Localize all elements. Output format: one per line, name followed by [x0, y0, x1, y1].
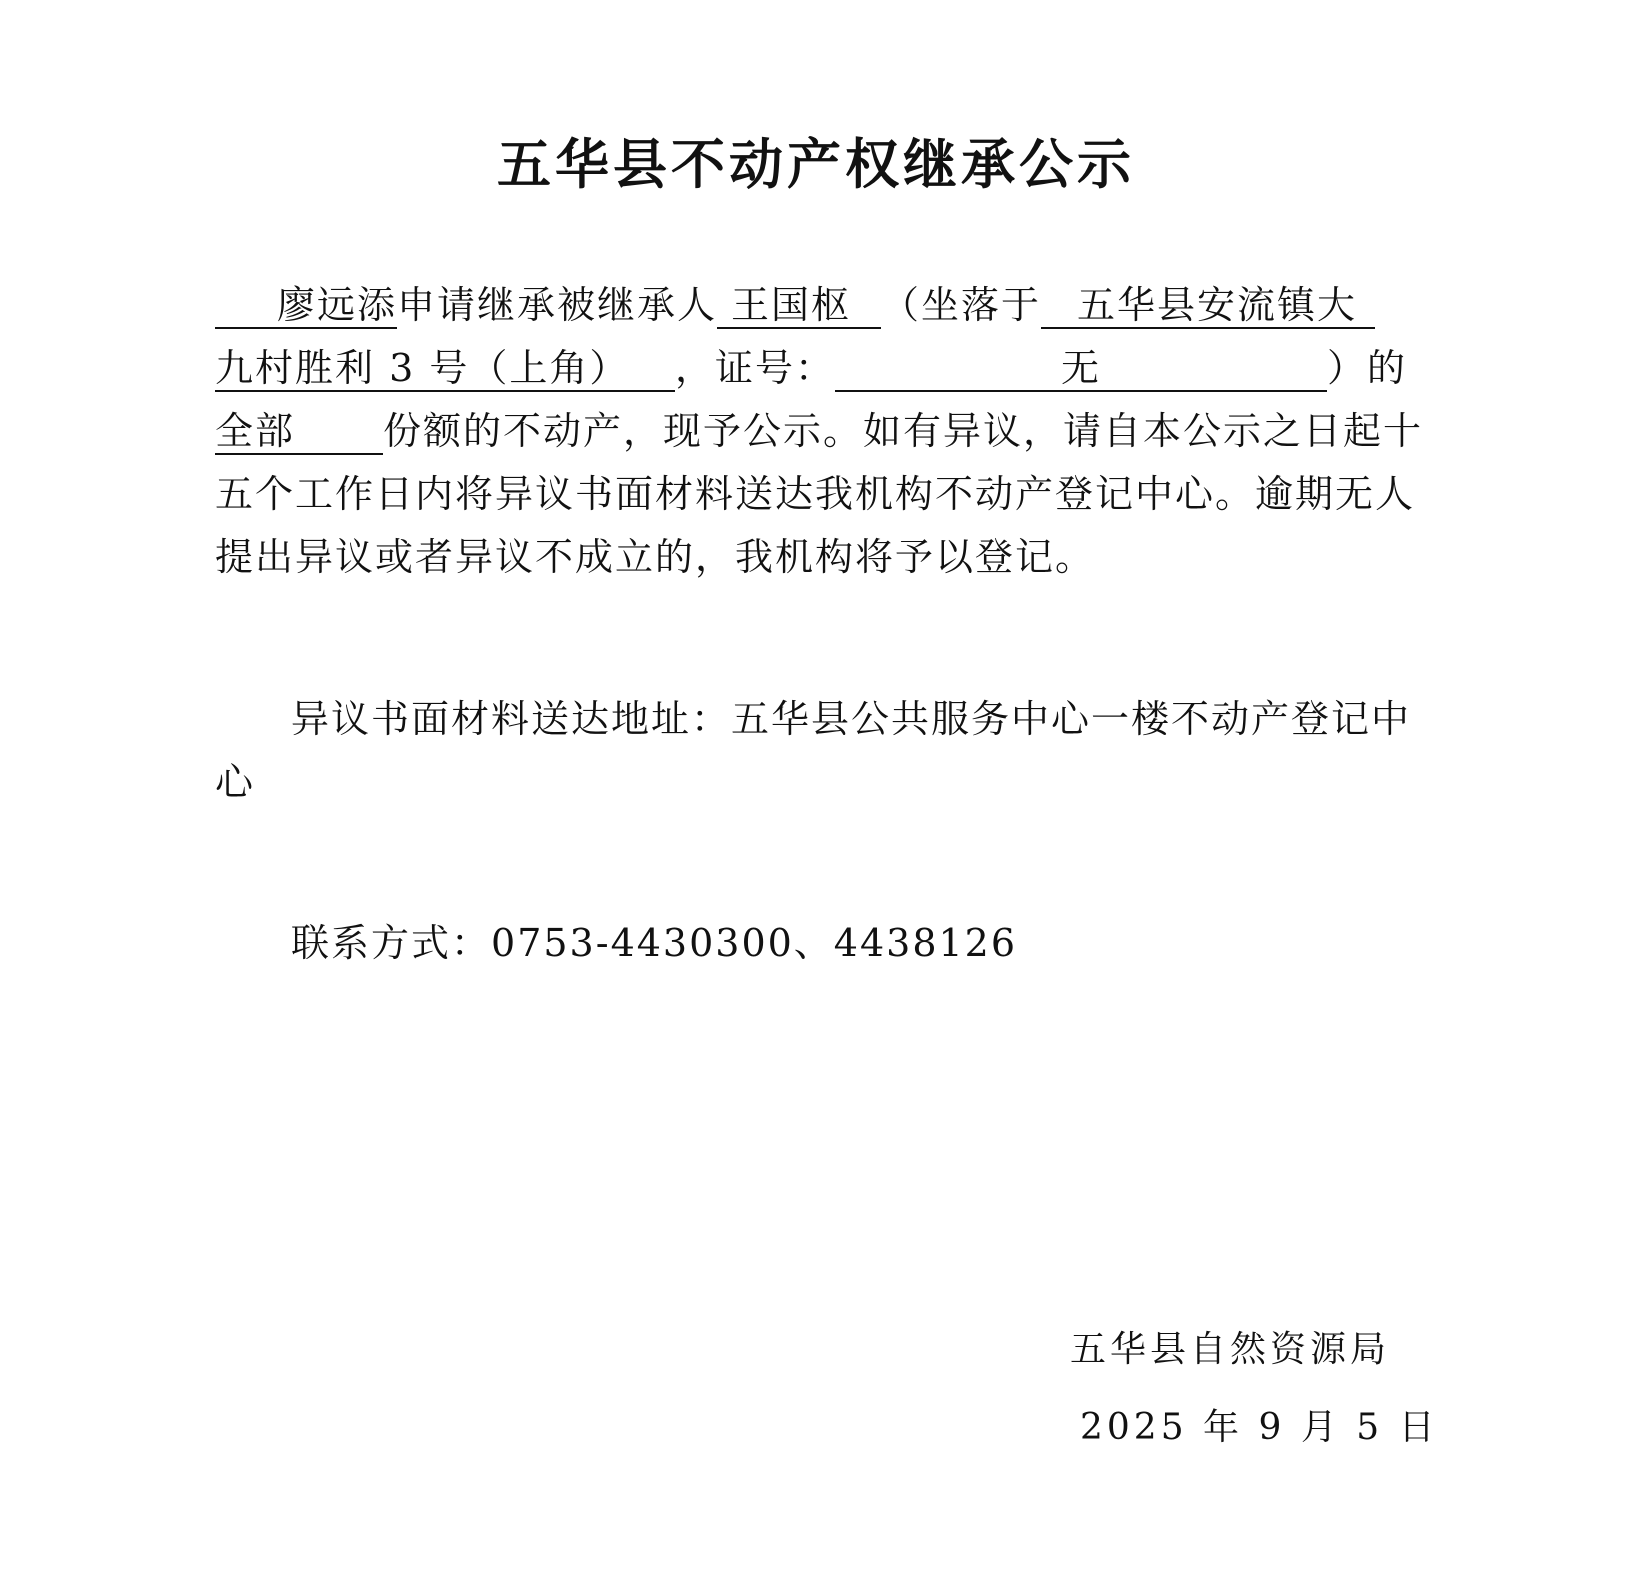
- contact-label: 联系方式：: [291, 921, 492, 965]
- contact-paragraph: [215, 912, 1427, 975]
- of-text: ）的: [1327, 346, 1408, 390]
- share-amount: 全部: [215, 409, 383, 455]
- contact-phone: 0753-4430300、4438126: [491, 921, 1018, 965]
- address-label: 异议书面材料送达地址：: [291, 697, 732, 741]
- address-paragraph: [215, 688, 1427, 814]
- property-location-part1: 五华县安流镇大: [1041, 283, 1375, 329]
- notice-rest-text: 份额的不动产，现予公示。如有异议，请自本公示之日起十五个工作日内将异议书面材料送达我机构不动产登记中心。逾期无人提出异议或者异议不成立的，我机构将予以登记。: [215, 409, 1424, 579]
- location-open-text: （坐落于: [881, 283, 1042, 327]
- notice-paragraph: [215, 274, 1427, 589]
- issue-date: 2025 年 9 月 5 日: [1080, 1407, 1439, 1448]
- decedent-name: 王国枢: [717, 283, 881, 329]
- issuing-organization: 五华县自然资源局: [1070, 1329, 1391, 1370]
- apply-text: 申请继承被继承人: [397, 283, 718, 327]
- address-value: 五华县公共服务中心一楼不动产登记中心: [215, 697, 1412, 804]
- applicant-name: 廖远添: [215, 283, 397, 329]
- property-location-part2: 九村胜利 3 号（上角）: [215, 346, 675, 392]
- certificate-number: 无: [835, 346, 1327, 392]
- cert-label-text: ，证号：: [675, 346, 836, 390]
- document-title: 五华县不动产权继承公示: [497, 132, 1135, 196]
